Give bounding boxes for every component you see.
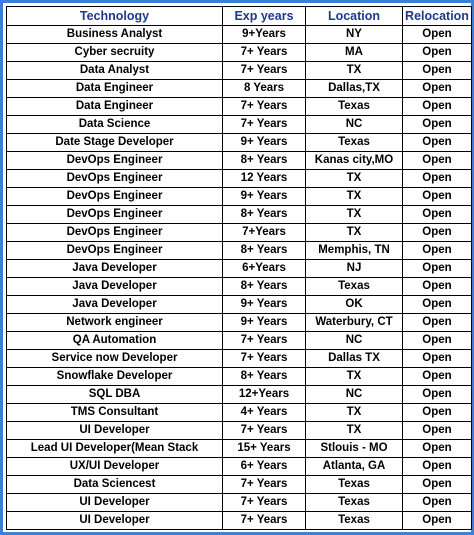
column-header-location: Location (306, 7, 403, 26)
table-row (7, 512, 472, 530)
cell-location: TX (306, 170, 403, 188)
cell-technology: TMS Consultant (7, 404, 223, 422)
cell-relocation: Open (403, 332, 472, 350)
cell-technology: Data Engineer (7, 98, 223, 116)
table-row (7, 458, 472, 476)
cell-location: MA (306, 44, 403, 62)
cell-exp-years: 9+Years (223, 26, 306, 44)
cell-location: Dallas TX (306, 350, 403, 368)
cell-technology: UX/UI Developer (7, 458, 223, 476)
cell-location: NC (306, 386, 403, 404)
cell-location: Texas (306, 98, 403, 116)
table-row (7, 404, 472, 422)
cell-location: Texas (306, 476, 403, 494)
cell-technology: Java Developer (7, 278, 223, 296)
cell-exp-years: 12 Years (223, 170, 306, 188)
cell-exp-years: 7+ Years (223, 476, 306, 494)
cell-technology: Date Stage Developer (7, 134, 223, 152)
table-row (7, 242, 472, 260)
cell-exp-years: 7+ Years (223, 62, 306, 80)
cell-location: Texas (306, 512, 403, 530)
cell-relocation: Open (403, 494, 472, 512)
cell-technology: UI Developer (7, 494, 223, 512)
cell-exp-years: 15+ Years (223, 440, 306, 458)
cell-technology: Java Developer (7, 296, 223, 314)
cell-relocation: Open (403, 386, 472, 404)
cell-technology: UI Developer (7, 422, 223, 440)
cell-technology: Cyber secruity (7, 44, 223, 62)
table-row (7, 44, 472, 62)
cell-technology: DevOps Engineer (7, 188, 223, 206)
cell-location: Texas (306, 134, 403, 152)
table-row (7, 278, 472, 296)
cell-exp-years: 8+ Years (223, 278, 306, 296)
cell-exp-years: 8+ Years (223, 206, 306, 224)
cell-exp-years: 7+ Years (223, 44, 306, 62)
cell-technology: Data Analyst (7, 62, 223, 80)
cell-technology: SQL DBA (7, 386, 223, 404)
cell-location: NJ (306, 260, 403, 278)
cell-exp-years: 8+ Years (223, 242, 306, 260)
cell-relocation: Open (403, 422, 472, 440)
cell-technology: DevOps Engineer (7, 206, 223, 224)
cell-exp-years: 6+ Years (223, 458, 306, 476)
cell-location: Texas (306, 494, 403, 512)
cell-relocation: Open (403, 170, 472, 188)
cell-technology: Service now Developer (7, 350, 223, 368)
cell-technology: UI Developer (7, 512, 223, 530)
cell-relocation: Open (403, 26, 472, 44)
cell-location: Waterbury, CT (306, 314, 403, 332)
cell-location: TX (306, 62, 403, 80)
cell-technology: Business Analyst (7, 26, 223, 44)
cell-relocation: Open (403, 44, 472, 62)
cell-relocation: Open (403, 116, 472, 134)
table-body (7, 26, 472, 530)
cell-exp-years: 9+ Years (223, 314, 306, 332)
table-row (7, 296, 472, 314)
cell-relocation: Open (403, 296, 472, 314)
cell-relocation: Open (403, 134, 472, 152)
cell-relocation: Open (403, 260, 472, 278)
table-row (7, 206, 472, 224)
cell-exp-years: 8 Years (223, 80, 306, 98)
cell-relocation: Open (403, 440, 472, 458)
cell-relocation: Open (403, 458, 472, 476)
cell-exp-years: 7+ Years (223, 512, 306, 530)
table-row (7, 350, 472, 368)
cell-location: NC (306, 116, 403, 134)
cell-exp-years: 7+Years (223, 224, 306, 242)
cell-relocation: Open (403, 188, 472, 206)
cell-location: TX (306, 206, 403, 224)
cell-relocation: Open (403, 404, 472, 422)
cell-location: Texas (306, 278, 403, 296)
cell-exp-years: 9+ Years (223, 134, 306, 152)
cell-location: TX (306, 404, 403, 422)
cell-technology: Lead UI Developer(Mean Stack (7, 440, 223, 458)
table-row (7, 98, 472, 116)
table-row (7, 26, 472, 44)
cell-relocation: Open (403, 242, 472, 260)
table-row (7, 80, 472, 98)
cell-location: TX (306, 188, 403, 206)
cell-relocation: Open (403, 350, 472, 368)
cell-exp-years: 12+Years (223, 386, 306, 404)
cell-location: TX (306, 422, 403, 440)
table-row (7, 476, 472, 494)
cell-technology: Network engineer (7, 314, 223, 332)
cell-location: Kanas city,MO (306, 152, 403, 170)
cell-exp-years: 7+ Years (223, 332, 306, 350)
table-row (7, 260, 472, 278)
column-header-exp-years: Exp years (223, 7, 306, 26)
cell-exp-years: 7+ Years (223, 98, 306, 116)
table-row (7, 224, 472, 242)
cell-location: Stlouis - MO (306, 440, 403, 458)
cell-relocation: Open (403, 152, 472, 170)
table-row (7, 134, 472, 152)
cell-relocation: Open (403, 314, 472, 332)
cell-relocation: Open (403, 224, 472, 242)
cell-relocation: Open (403, 62, 472, 80)
table-row (7, 188, 472, 206)
table-row (7, 332, 472, 350)
cell-location: Dallas,TX (306, 80, 403, 98)
table-row (7, 422, 472, 440)
column-header-relocation: Relocation (403, 7, 472, 26)
cell-technology: DevOps Engineer (7, 242, 223, 260)
cell-location: TX (306, 224, 403, 242)
table-row (7, 440, 472, 458)
cell-exp-years: 7+ Years (223, 350, 306, 368)
table-row (7, 62, 472, 80)
cell-location: NC (306, 332, 403, 350)
cell-relocation: Open (403, 476, 472, 494)
table-row (7, 494, 472, 512)
cell-technology: Data Sciencest (7, 476, 223, 494)
cell-location: Memphis, TN (306, 242, 403, 260)
cell-technology: Data Science (7, 116, 223, 134)
cell-exp-years: 9+ Years (223, 296, 306, 314)
table-row (7, 170, 472, 188)
cell-location: NY (306, 26, 403, 44)
cell-exp-years: 4+ Years (223, 404, 306, 422)
cell-technology: Data Engineer (7, 80, 223, 98)
cell-exp-years: 6+Years (223, 260, 306, 278)
cell-relocation: Open (403, 80, 472, 98)
cell-relocation: Open (403, 278, 472, 296)
table-row (7, 368, 472, 386)
cell-technology: DevOps Engineer (7, 170, 223, 188)
table-row (7, 314, 472, 332)
cell-relocation: Open (403, 368, 472, 386)
cell-relocation: Open (403, 98, 472, 116)
cell-relocation: Open (403, 512, 472, 530)
cell-exp-years: 7+ Years (223, 116, 306, 134)
cell-relocation: Open (403, 206, 472, 224)
cell-technology: DevOps Engineer (7, 224, 223, 242)
column-header-technology: Technology (7, 7, 223, 26)
cell-exp-years: 7+ Years (223, 422, 306, 440)
table-row (7, 116, 472, 134)
table-row (7, 386, 472, 404)
cell-exp-years: 7+ Years (223, 494, 306, 512)
cell-exp-years: 8+ Years (223, 368, 306, 386)
cell-technology: DevOps Engineer (7, 152, 223, 170)
cell-exp-years: 9+ Years (223, 188, 306, 206)
table-header-row (7, 7, 472, 26)
cell-technology: QA Automation (7, 332, 223, 350)
cell-location: OK (306, 296, 403, 314)
cell-technology: Snowflake Developer (7, 368, 223, 386)
cell-exp-years: 8+ Years (223, 152, 306, 170)
cell-technology: Java Developer (7, 260, 223, 278)
cell-location: TX (306, 368, 403, 386)
cell-location: Atlanta, GA (306, 458, 403, 476)
job-openings-table (6, 6, 472, 530)
table-row (7, 152, 472, 170)
